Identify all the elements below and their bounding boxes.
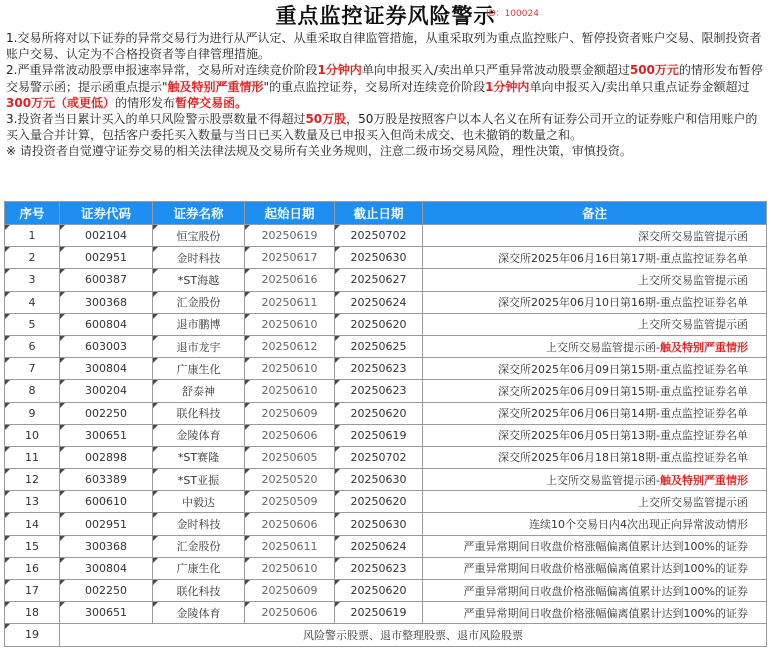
note-text: 2.严重异常波动股票申报速率异常，交易所对连续竞价阶段 [6,63,318,78]
cell-code: 300651 [60,602,153,624]
cell-code: 300804 [60,557,153,579]
remark-text: 深交所2025年06月09日第15期-重点监控证券名单 [498,384,748,398]
cell-name: *ST海越 [153,269,245,291]
remark-text: 深交所2025年06月10日第16期-重点监控证券名单 [498,296,748,310]
cell-code: 002104 [60,225,153,247]
table-row [5,313,767,335]
cell-start-date: 20250609 [245,402,335,424]
note-text: ，50万股是按照客户以本人名义在所有证券公司开立的证券账户和信用账户的买入量合并计算，包括客户委托买入数量与当日已买入数量及已申报买入但尚未成交、也未撤销的数量之和。 [6,112,758,143]
remark-highlight: 触及特别严重情形 [660,340,748,354]
cell-start-date: 20250612 [245,335,335,357]
cell-remark [423,380,767,402]
table-row [5,557,767,579]
note-text: 的情形发布 [115,95,176,110]
note-text: 的情形发布暂停交易警示函；提示函重点提示" [6,63,763,94]
remark-text: 连续10个交易日内4次出现正向异常波动情形 [529,518,748,532]
cell-no: 3 [5,269,60,291]
cell-end-date: 20250624 [335,291,423,313]
cell-no: 18 [5,602,60,624]
cell-name: 广康生化 [153,358,245,380]
cell-start-date: 20250611 [245,291,335,313]
remark-text: 深交所2025年06月16日第17期-重点监控证券名单 [498,251,748,265]
cell-end-date: 20250630 [335,469,423,491]
header-name: 证券名称 [153,202,245,225]
cell-code: 300368 [60,535,153,557]
header-code: 证券代码 [60,202,153,225]
cell-remark [423,358,767,380]
cell-no: 16 [5,557,60,579]
cell-no: 5 [5,313,60,335]
cell-code: 300204 [60,380,153,402]
cell-no: 13 [5,491,60,513]
cell-end-date: 20250623 [335,358,423,380]
header-end-date: 截止日期 [335,202,423,225]
remark-text: 严重异常期间日收盘价格涨幅偏离值累计达到100%的证券 [463,540,748,554]
cell-no: 17 [5,580,60,602]
remark-text: 上交所交易监管提示函 [638,273,748,287]
cell-code: 600804 [60,313,153,335]
cell-remark [423,225,767,247]
cell-name: 汇金股份 [153,535,245,557]
table-row-summary [5,624,767,646]
cell-end-date: 20250702 [335,446,423,468]
cell-remark [423,580,767,602]
cell-name: *ST亚振 [153,469,245,491]
remark-text: 严重异常期间日收盘价格涨幅偏离值累计达到100%的证券 [463,584,748,598]
cell-code: 002951 [60,247,153,269]
cell-start-date: 20250610 [245,557,335,579]
cell-end-date: 20250620 [335,402,423,424]
cell-end-date: 20250620 [335,313,423,335]
cell-start-date: 20250610 [245,313,335,335]
cell-remark [423,402,767,424]
cell-start-date: 20250606 [245,424,335,446]
note-item-2 [6,62,765,111]
cell-end-date: 20250623 [335,557,423,579]
table-header-row [5,202,767,225]
table-row [5,269,767,291]
cell-name: 退市鹏博 [153,313,245,335]
cell-end-date: 20250625 [335,335,423,357]
cell-code: 002250 [60,580,153,602]
cell-name: 金时科技 [153,513,245,535]
cell-remark [423,335,767,357]
cell-start-date: 20250609 [245,580,335,602]
cell-name: 金时科技 [153,247,245,269]
cell-end-date: 20250619 [335,424,423,446]
cell-start-date: 20250606 [245,513,335,535]
cell-no: 11 [5,446,60,468]
table-row [5,469,767,491]
cell-start-date: 20250616 [245,269,335,291]
cell-end-date: 20250619 [335,602,423,624]
cell-remark [423,491,767,513]
remark-text: 深交所2025年06月05日第13期-重点监控证券名单 [498,429,748,443]
cell-no: 8 [5,380,60,402]
cell-code: 300368 [60,291,153,313]
table-row [5,291,767,313]
cell-no: 1 [5,225,60,247]
cell-name: 汇金股份 [153,291,245,313]
remark-text: 严重异常期间日收盘价格涨幅偏离值累计达到100%的证券 [463,606,748,620]
header-no: 序号 [5,202,60,225]
reminder-text: ※ 请投资者自觉遵守证券交易的相关法律法规及交易所有关业务规则，注意二级市场交易风险，理性决策，审慎投资。 [6,144,632,159]
cell-no: 15 [5,535,60,557]
page-title: 重点监控证券风险警示 [275,4,496,28]
note-highlight: 触及特别严重情形 [167,79,264,94]
cell-end-date: 20250630 [335,513,423,535]
cell-end-date: 20250620 [335,491,423,513]
note-highlight: 500万元 [629,63,679,78]
note-highlight: 1分钟内 [317,63,362,78]
table-row [5,424,767,446]
cell-start-date: 20250520 [245,469,335,491]
remark-text: 上交所交易监管提示函 [638,318,748,332]
table-row [5,446,767,468]
cell-name: 舒泰神 [153,380,245,402]
cell-name: 金陵体育 [153,424,245,446]
table-row [5,580,767,602]
cell-name: *ST赛隆 [153,446,245,468]
cell-remark [423,557,767,579]
cell-no: 2 [5,247,60,269]
cell-remark [423,469,767,491]
table-row [5,225,767,247]
securities-table [4,201,767,647]
cell-no: 7 [5,358,60,380]
cell-name: 联化科技 [153,580,245,602]
note-item-1: 1.交易所将对以下证券的异常交易行为进行从严认定、从重采取自律监管措施，从重采取列为重点监控账户、暂停投资者账户交易、限制投资者账户交易、认定为不合格投资者等自律管理措施。 [6,31,762,62]
table-row [5,535,767,557]
cell-no: 12 [5,469,60,491]
note-highlight: 1分钟内 [485,79,530,94]
cell-start-date: 20250610 [245,380,335,402]
table-row [5,247,767,269]
remark-text: 深交所交易监管提示函 [638,229,748,243]
table-row [5,602,767,624]
table-row [5,335,767,357]
cell-no: 6 [5,335,60,357]
cell-name: 恒宝股份 [153,225,245,247]
cell-name: 广康生化 [153,557,245,579]
table-row [5,491,767,513]
cell-start-date: 20250619 [245,225,335,247]
cell-summary: 风险警示股票、退市整理股票、退市风险股票 [60,624,767,646]
cell-end-date: 20250627 [335,269,423,291]
cell-start-date: 20250610 [245,358,335,380]
cell-code: 002951 [60,513,153,535]
cell-name: 联化科技 [153,402,245,424]
cell-end-date: 20250624 [335,535,423,557]
cell-start-date: 20250611 [245,535,335,557]
cell-remark [423,291,767,313]
cell-no: 10 [5,424,60,446]
cell-code: 600387 [60,269,153,291]
cell-remark [423,535,767,557]
table-row [5,380,767,402]
cell-end-date: 20250623 [335,380,423,402]
remark-text: 上交所交易监管提示函 [638,495,748,509]
cell-remark [423,513,767,535]
cell-no: 9 [5,402,60,424]
id-label: ID：100024 [486,9,539,19]
remark-highlight: 触及特别严重情形 [660,473,748,487]
cell-code: 603389 [60,469,153,491]
cell-name: 中毅达 [153,491,245,513]
remark-text: 深交所2025年06月18日第18期-重点监控证券名单 [498,451,748,465]
cell-code: 600610 [60,491,153,513]
cell-start-date: 20250509 [245,491,335,513]
cell-no: 14 [5,513,60,535]
cell-end-date: 20250630 [335,247,423,269]
cell-end-date: 20250620 [335,580,423,602]
note-item-3 [6,111,765,143]
note-text: 单向申报买入/卖出单只严重异常波动股票金额超过 [361,63,630,78]
cell-start-date: 20250617 [245,247,335,269]
cell-remark [423,269,767,291]
cell-name: 金陵体育 [153,602,245,624]
table-row [5,513,767,535]
cell-remark [423,313,767,335]
note-text: "的重点监控证券，交易所对连续竞价阶段 [263,79,486,94]
remark-text: 严重异常期间日收盘价格涨幅偏离值累计达到100%的证券 [463,562,748,576]
cell-code: 300804 [60,358,153,380]
cell-code: 002898 [60,446,153,468]
cell-remark [423,424,767,446]
cell-remark [423,602,767,624]
cell-no: 19 [5,624,60,646]
cell-start-date: 20250606 [245,602,335,624]
table-row [5,358,767,380]
notes-section [0,30,771,143]
note-highlight: 50万股 [305,112,347,127]
cell-name: 退市龙宇 [153,335,245,357]
cell-code: 002250 [60,402,153,424]
note-highlight: 300万元（或更低） [6,95,116,110]
note-text: 单向申报买入/卖出单只重点证券金额超过 [529,79,750,94]
cell-remark [423,247,767,269]
cell-code: 603003 [60,335,153,357]
cell-code: 300651 [60,424,153,446]
header-start-date: 起始日期 [245,202,335,225]
cell-remark [423,446,767,468]
header-remark: 备注 [423,202,767,225]
table-body [5,225,767,647]
remark-text: 上交所交易监管提示函- [546,473,660,487]
remark-text: 深交所2025年06月09日第15期-重点监控证券名单 [498,362,748,376]
cell-end-date: 20250702 [335,225,423,247]
note-highlight: 暂停交易函。 [175,95,248,110]
cell-no: 4 [5,291,60,313]
table-row [5,402,767,424]
title-bar [0,0,771,30]
cell-start-date: 20250605 [245,446,335,468]
remark-text: 深交所2025年06月06日第14期-重点监控证券名单 [498,407,748,421]
note-text: 3.投资者当日累计买入的单只风险警示股票数量不得超过 [6,112,306,127]
remark-text: 上交所交易监管提示函- [546,340,660,354]
